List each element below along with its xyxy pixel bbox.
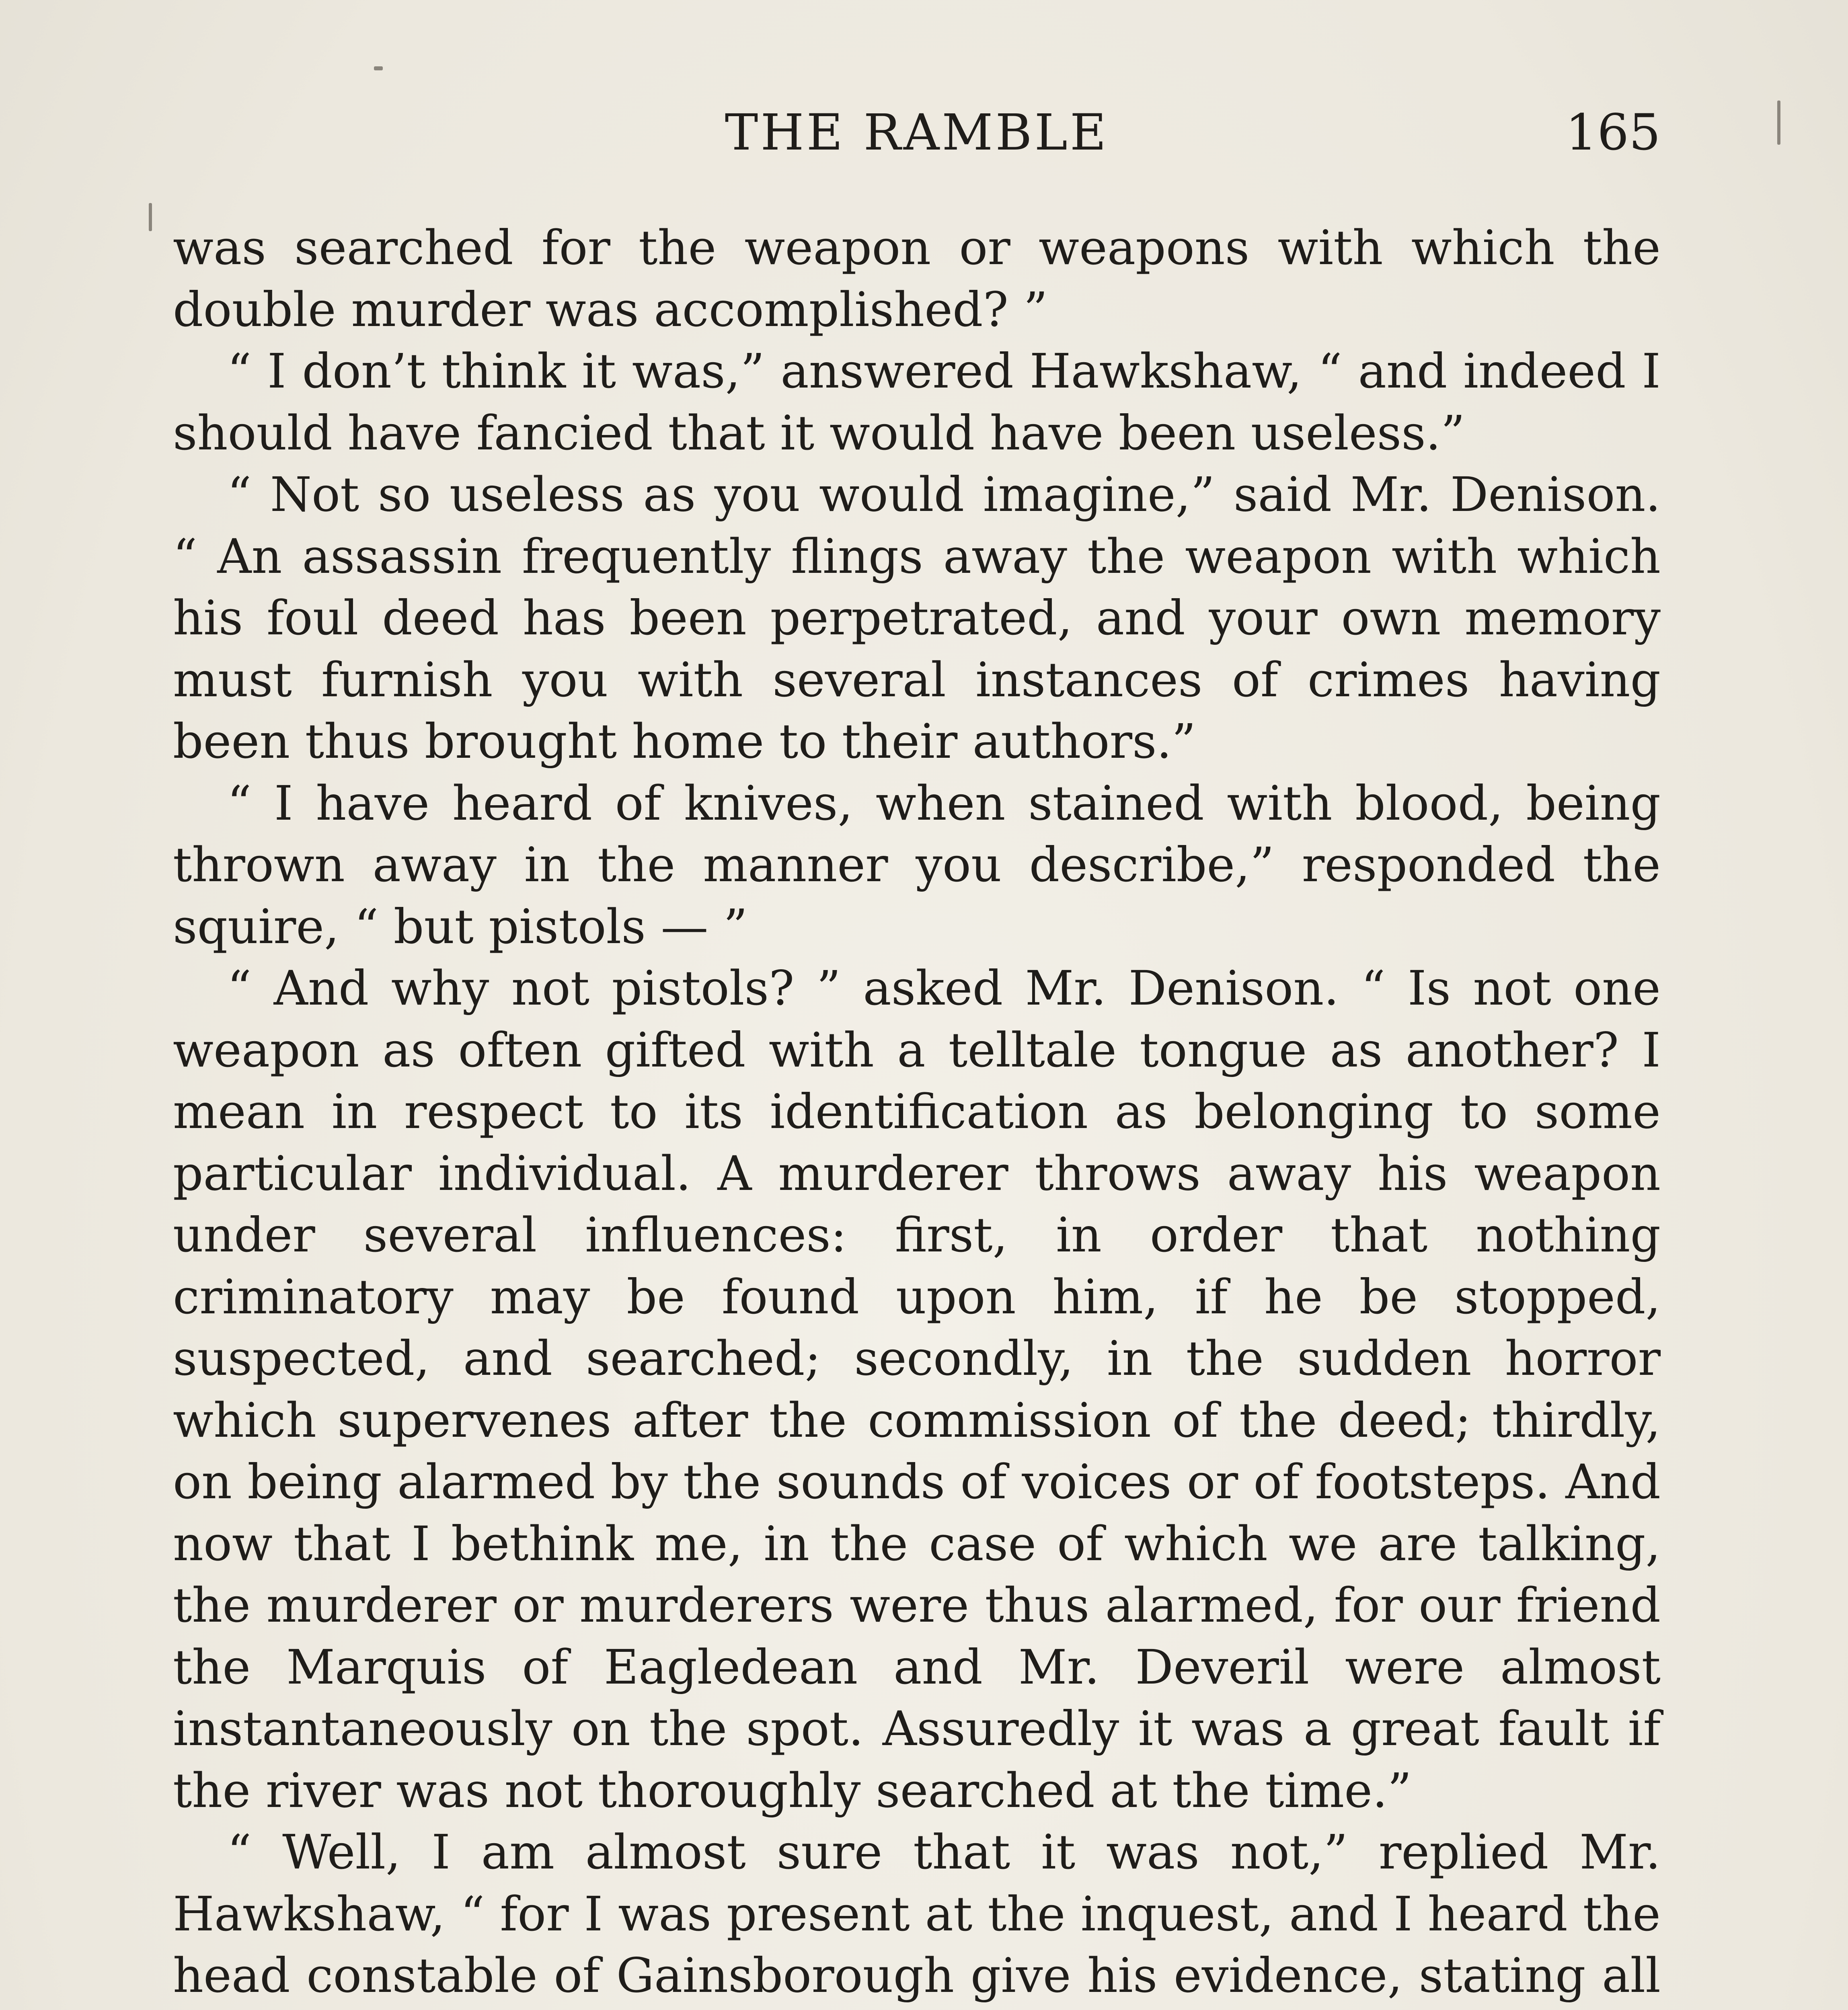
paragraph-continuation: was searched for the weapon or weapons with which the double murder was accomplished? ” xyxy=(173,220,1661,337)
paragraph: “ Not so useless as you would imagine,” said Mr. Denison. “ An assassin frequently flings away the weapon with which his foul deed has been perpetrated, and your own memory must furnish you with several instances of crimes having been thus brought home to their authors.” xyxy=(173,467,1661,769)
paragraph: “ I don’t think it was,” answered Hawkshaw, “ and indeed I should have fancied that it would have been useless.” xyxy=(173,343,1661,461)
margin-tick xyxy=(374,66,383,70)
paragraph: “ Well, I am almost sure that it was not,” replied Mr. Hawkshaw, “ for I was present at the inquest, and I heard the head constable of Gainsborough give his evidence, stating all xyxy=(173,1824,1661,2003)
page-number: 165 xyxy=(1565,104,1661,162)
paragraph: “ And why not pistols? ” asked Mr. Denison. “ Is not one weapon as often gifted with a telltale tongue as another? I mean in respect to its identification as belonging to some particular individual. A murderer throws away his weapon under several influences: first, in order that nothing criminatory may be found upon him, if he be stopped, suspected, and searched; secondly, in the sudden horror which supervenes after the commission of the deed; thirdly, on being alarmed by the sounds of voices or of footsteps. And now that I bethink me, in the case of which we are talking, the murderer or murderers were thus alarmed, for our friend the Marquis of Eagledean and Mr. Deveril were almost instantaneously on the spot. Assuredly it was a great fault if the river was not thoroughly searched at the time.” xyxy=(173,960,1661,1818)
margin-tick xyxy=(1777,100,1780,145)
running-header xyxy=(173,96,1661,169)
running-title: THE RAMBLE xyxy=(725,104,1109,162)
margin-tick xyxy=(149,203,152,231)
paragraph: “ I have heard of knives, when stained with blood, being thrown away in the manner you describe,” responded the squire, “ but pistols — ” xyxy=(173,775,1661,954)
body-text xyxy=(173,217,1661,2010)
